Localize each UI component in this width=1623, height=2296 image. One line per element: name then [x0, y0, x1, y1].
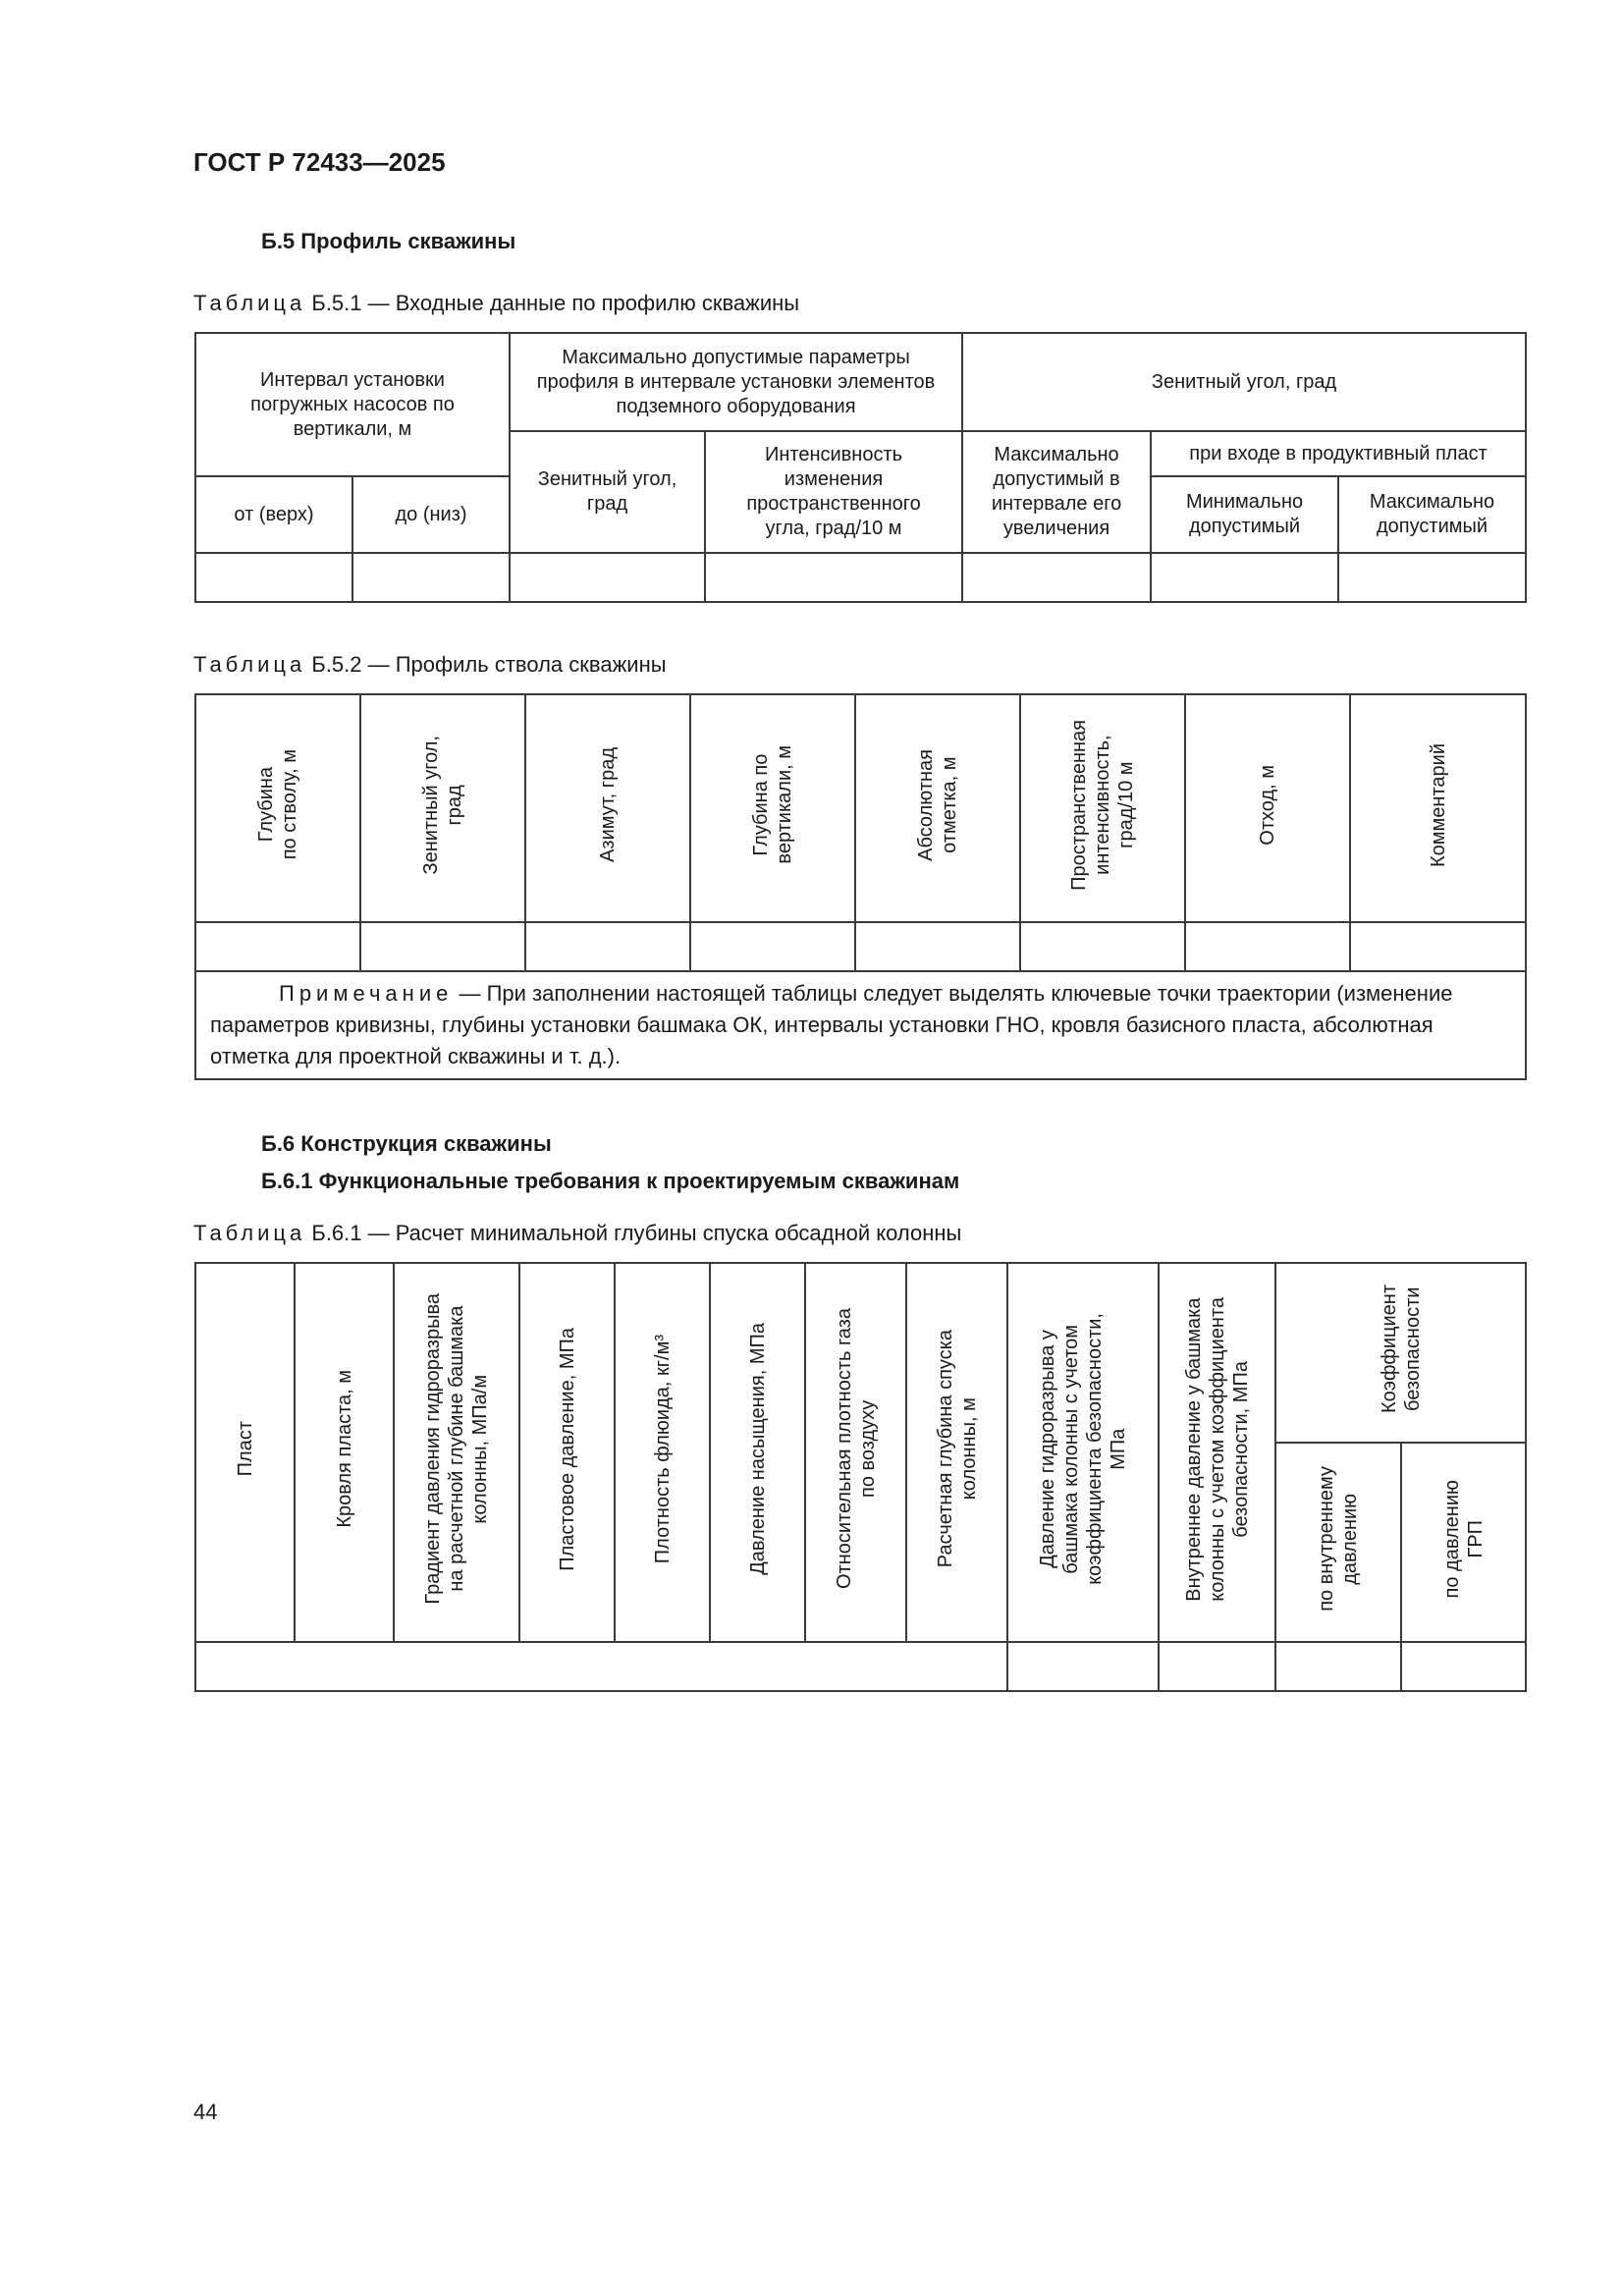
column-header: [195, 1263, 295, 1642]
table-cell[interactable]: [1020, 922, 1185, 971]
subheader-min: [1151, 476, 1338, 553]
subheader-intensity-text: Интенсивность изменения пространственного угла, град/10 м: [746, 444, 921, 539]
table-cell[interactable]: [1275, 1642, 1401, 1691]
column-header-text: Градиент давления гидроразрыва на расчетной глубине башмака колонны, МПа/м: [422, 1293, 491, 1605]
header-max-params-text: Максимально допустимые параметры профиля в интервале установки элементов подземного оборудования: [536, 346, 936, 417]
table-cell[interactable]: [962, 553, 1151, 602]
column-header-text: Зенитный угол, град: [420, 735, 465, 875]
table-cell[interactable]: [1151, 553, 1338, 602]
table-b61: [194, 1262, 1527, 1692]
column-header: [394, 1263, 519, 1642]
column-header-text: Абсолютная отметка, м: [915, 748, 960, 861]
column-header: [1159, 1263, 1275, 1642]
column-header: [195, 694, 360, 922]
table-cell[interactable]: [1338, 553, 1526, 602]
column-header: [295, 1263, 394, 1642]
subheader-grp: [1401, 1443, 1526, 1642]
subheader-intensity: [705, 431, 962, 553]
column-header-text: Отход, м: [1257, 764, 1278, 846]
column-header-text: Азимут, град: [597, 747, 619, 862]
subheader-internal: [1275, 1443, 1401, 1642]
subheader-from: от (верх): [195, 476, 352, 553]
table-cell[interactable]: [1350, 922, 1526, 971]
column-header-text: Плотность флюида, кг/м³: [651, 1334, 674, 1564]
subheader-max: [1338, 476, 1526, 553]
column-header-text: Расчетная глубина спуска колонны, м: [934, 1330, 980, 1568]
column-header: [360, 694, 525, 922]
caption-prefix: Таблица: [193, 291, 306, 315]
subheader-max-allowed: [962, 431, 1151, 553]
header-interval: [195, 333, 510, 476]
subheader-to: до (низ): [352, 476, 510, 553]
table-row: [195, 1642, 1526, 1691]
note-row: [195, 971, 1526, 1079]
subheader-grp-text: по давлению ГРП: [1440, 1479, 1487, 1599]
table-cell[interactable]: [352, 553, 510, 602]
column-header: [525, 694, 690, 922]
section-b61-title: Б.6.1 Функциональные требования к проектируемым скважинам: [261, 1169, 960, 1193]
column-header-text: Глубина по стволу, м: [255, 749, 300, 860]
table-cell[interactable]: [705, 553, 962, 602]
subheader-zenith-angle-text: Зенитный угол, град: [537, 468, 677, 515]
table-cell[interactable]: [855, 922, 1020, 971]
table-cell[interactable]: [195, 553, 352, 602]
table-cell[interactable]: [195, 1642, 1007, 1691]
caption-text: Б.5.1 — Входные данные по профилю скважины: [305, 291, 800, 315]
column-header: [855, 694, 1020, 922]
table-cell[interactable]: [1401, 1642, 1526, 1691]
column-header-text: Относительная плотность газа по воздуху: [833, 1308, 879, 1590]
header-safety-coefficient: [1275, 1263, 1526, 1443]
column-header: [690, 694, 855, 922]
note-label: Примечание: [279, 981, 454, 1006]
caption-text: Б.5.2 — Профиль ствола скважины: [305, 652, 667, 677]
table-b51: [194, 332, 1527, 603]
column-header-text: Пространственная интенсивность, град/10 м: [1068, 719, 1137, 891]
subheader-max-text: Максимально допустимый: [1369, 491, 1495, 537]
table-cell[interactable]: [1185, 922, 1350, 971]
column-header-text: Внутреннее давление у башмака колонны с учетом коэффициента безопасности, МПа: [1182, 1296, 1252, 1602]
subheader-min-text: Минимально допустимый: [1185, 491, 1304, 537]
table-cell[interactable]: [510, 553, 705, 602]
column-header: [906, 1263, 1007, 1642]
table-b51-caption: [193, 291, 799, 316]
note-text: — При заполнении настоящей таблицы следует выделять ключевые точки траектории (изменение параметров кривизны, глубины установки башмака ОК, интервалы установки ГНО, кровля базисного пласта, абсолютная отметка для проектной скважины и т. д.).: [210, 981, 1453, 1068]
document-header: ГОСТ Р 72433—2025: [193, 147, 446, 177]
table-cell[interactable]: [360, 922, 525, 971]
table-cell[interactable]: [1007, 1642, 1159, 1691]
table-cell[interactable]: [195, 922, 360, 971]
caption-prefix: Таблица: [193, 1221, 306, 1245]
subheader-at-entry: при входе в продуктивный пласт: [1151, 431, 1526, 476]
header-max-params: [510, 333, 962, 431]
caption-text: Б.6.1 — Расчет минимальной глубины спуска обсадной колонны: [305, 1221, 962, 1245]
column-header: [1020, 694, 1185, 922]
table-b61-caption: [193, 1221, 961, 1246]
header-zenith: Зенитный угол, град: [962, 333, 1526, 431]
header-interval-text: Интервал установки погружных насосов по вертикали, м: [250, 368, 455, 440]
subheader-max-allowed-text: Максимально допустимый в интервале его увеличения: [991, 444, 1122, 539]
column-header-text: Кровля пласта, м: [333, 1370, 355, 1528]
header-safety-coefficient-text: Коэффициент безопасности: [1378, 1285, 1424, 1414]
table-cell[interactable]: [1159, 1642, 1275, 1691]
table-note: [195, 971, 1526, 1079]
table-b52-caption: [193, 652, 667, 678]
column-header-text: Глубина по вертикали, м: [750, 745, 795, 864]
table-cell[interactable]: [690, 922, 855, 971]
caption-prefix: Таблица: [193, 652, 306, 677]
section-b6-title: Б.6 Конструкция скважины: [261, 1131, 552, 1156]
column-header-text: Пласт: [234, 1421, 256, 1477]
page-number: 44: [193, 2100, 218, 2124]
column-header-text: Давление гидроразрыва у башмака колонны с учетом коэффициента безопасности, МПа: [1037, 1313, 1129, 1585]
column-header: [710, 1263, 805, 1642]
table-b52: [194, 693, 1527, 1080]
column-header: [1185, 694, 1350, 922]
column-header-text: Комментарий: [1427, 742, 1449, 867]
column-header: [1007, 1263, 1159, 1642]
column-header-text: Давление насыщения, МПа: [746, 1323, 769, 1575]
column-header: [1350, 694, 1526, 922]
column-header-text: Пластовое давление, МПа: [556, 1327, 578, 1571]
table-row: [195, 553, 1526, 602]
table-row: [195, 922, 1526, 971]
table-cell[interactable]: [525, 922, 690, 971]
section-b5-title: Б.5 Профиль скважины: [261, 229, 516, 253]
column-header: [615, 1263, 710, 1642]
column-header: [519, 1263, 615, 1642]
subheader-internal-text: по внутреннему давлению: [1316, 1466, 1361, 1612]
subheader-zenith-angle: [510, 431, 705, 553]
column-header: [805, 1263, 906, 1642]
